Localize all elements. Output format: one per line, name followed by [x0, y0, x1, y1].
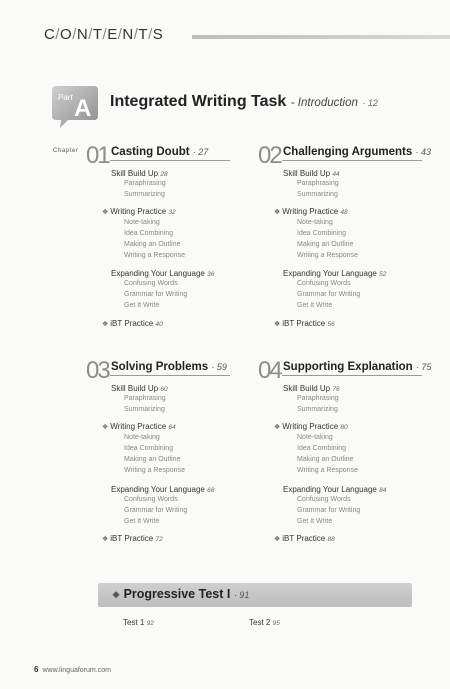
- list-item: Making an Outline: [124, 456, 181, 463]
- diamond-bullet-icon: ❖: [102, 536, 109, 543]
- part-badge-letter: A: [74, 95, 92, 122]
- section-writing-practice: ❖ Writing Practice 32: [102, 207, 176, 216]
- list-item: Note-taking: [297, 219, 333, 226]
- list-item: Paraphrasing: [124, 395, 166, 402]
- list-item: Note-taking: [124, 219, 160, 226]
- list-item: Idea Combining: [297, 230, 347, 237]
- diamond-bullet-icon: ❖: [274, 321, 281, 328]
- chapter-number: 03: [86, 357, 109, 384]
- list-item: Get It Write: [124, 518, 160, 525]
- part-title: Integrated Writing Task - Introduction · 12: [110, 93, 378, 110]
- list-item: Get It Write: [297, 518, 333, 525]
- list-item: Writing a Response: [297, 252, 358, 259]
- chapter-number: 04: [258, 357, 281, 384]
- chapter-rule: [282, 375, 422, 376]
- list-item: Confusing Words: [297, 496, 351, 503]
- diamond-bullet-icon: ❖: [274, 536, 281, 543]
- section-ibt-practice: ❖ iBT Practice 56: [274, 319, 335, 328]
- list-item: Summarizing: [297, 406, 338, 413]
- list-item: Writing a Response: [297, 467, 358, 474]
- list-item: Note-taking: [297, 434, 333, 441]
- diamond-bullet-icon: ❖: [102, 424, 109, 431]
- chapter-title: Solving Problems · 59: [111, 361, 227, 373]
- page-number: 6: [34, 665, 39, 674]
- chapter-label: Chapter: [53, 148, 79, 154]
- section-expanding-language: Expanding Your Language 68: [111, 485, 215, 494]
- diamond-bullet-icon: ❖: [274, 209, 281, 216]
- list-item: Confusing Words: [297, 280, 351, 287]
- list-item: Making an Outline: [297, 456, 354, 463]
- list-item: Grammar for Writing: [297, 291, 361, 298]
- chapter-rule: [110, 375, 230, 376]
- chapter-number: 01: [86, 142, 109, 169]
- list-item: Making an Outline: [297, 241, 354, 248]
- list-item: Summarizing: [124, 406, 165, 413]
- diamond-bullet-icon: ❖: [274, 424, 281, 431]
- part-subtitle: - Introduction: [290, 97, 358, 109]
- section-ibt-practice: ❖ iBT Practice 88: [274, 534, 335, 543]
- chapter-title: Casting Doubt · 27: [111, 146, 209, 158]
- section-ibt-practice: ❖ iBT Practice 72: [102, 534, 163, 543]
- list-item: Idea Combining: [297, 445, 347, 452]
- list-item: Confusing Words: [124, 496, 178, 503]
- test-item: Test 1 92: [123, 618, 154, 627]
- chapter-rule: [282, 160, 422, 161]
- list-item: Get It Write: [297, 302, 333, 309]
- contents-title: C/O/N/T/E/N/T/S: [44, 26, 164, 43]
- list-item: Writing a Response: [124, 467, 185, 474]
- list-item: Paraphrasing: [124, 180, 166, 187]
- section-writing-practice: ❖ Writing Practice 64: [102, 422, 176, 431]
- section-ibt-practice: ❖ iBT Practice 40: [102, 319, 163, 328]
- section-skill-build-up: Skill Build Up 76: [283, 384, 340, 393]
- section-skill-build-up: Skill Build Up 28: [111, 169, 168, 178]
- section-skill-build-up: Skill Build Up 44: [283, 169, 340, 178]
- section-expanding-language: Expanding Your Language 36: [111, 269, 215, 278]
- chapter-number: 02: [258, 142, 281, 169]
- list-item: Grammar for Writing: [124, 291, 188, 298]
- part-badge-word: Part: [58, 93, 73, 102]
- list-item: Get It Write: [124, 302, 160, 309]
- section-writing-practice: ❖ Writing Practice 80: [274, 422, 348, 431]
- section-expanding-language: Expanding Your Language 52: [283, 269, 387, 278]
- list-item: Note-taking: [124, 434, 160, 441]
- list-item: Summarizing: [297, 191, 338, 198]
- progressive-test-title: ❖ Progressive Test I · 91: [112, 587, 250, 601]
- list-item: Paraphrasing: [297, 180, 339, 187]
- list-item: Confusing Words: [124, 280, 178, 287]
- section-skill-build-up: Skill Build Up 60: [111, 384, 168, 393]
- header-rule: [192, 35, 450, 39]
- section-expanding-language: Expanding Your Language 84: [283, 485, 387, 494]
- footer-site: www.linguaforum.com: [42, 667, 111, 674]
- part-page: · 12: [362, 98, 378, 108]
- list-item: Paraphrasing: [297, 395, 339, 402]
- list-item: Idea Combining: [124, 445, 174, 452]
- list-item: Idea Combining: [124, 230, 174, 237]
- diamond-bullet-icon: ❖: [102, 209, 109, 216]
- diamond-bullet-icon: ❖: [112, 590, 121, 600]
- part-a-badge: [52, 86, 98, 128]
- list-item: Grammar for Writing: [124, 507, 188, 514]
- list-item: Summarizing: [124, 191, 165, 198]
- page-footer: [34, 665, 111, 674]
- list-item: Making an Outline: [124, 241, 181, 248]
- chapter-title: Supporting Explanation · 75: [283, 361, 432, 373]
- list-item: Writing a Response: [124, 252, 185, 259]
- chapter-title: Challenging Arguments · 43: [283, 146, 431, 158]
- test-item: Test 2 95: [249, 618, 280, 627]
- section-writing-practice: ❖ Writing Practice 48: [274, 207, 348, 216]
- diamond-bullet-icon: ❖: [102, 321, 109, 328]
- list-item: Grammar for Writing: [297, 507, 361, 514]
- chapter-rule: [110, 160, 230, 161]
